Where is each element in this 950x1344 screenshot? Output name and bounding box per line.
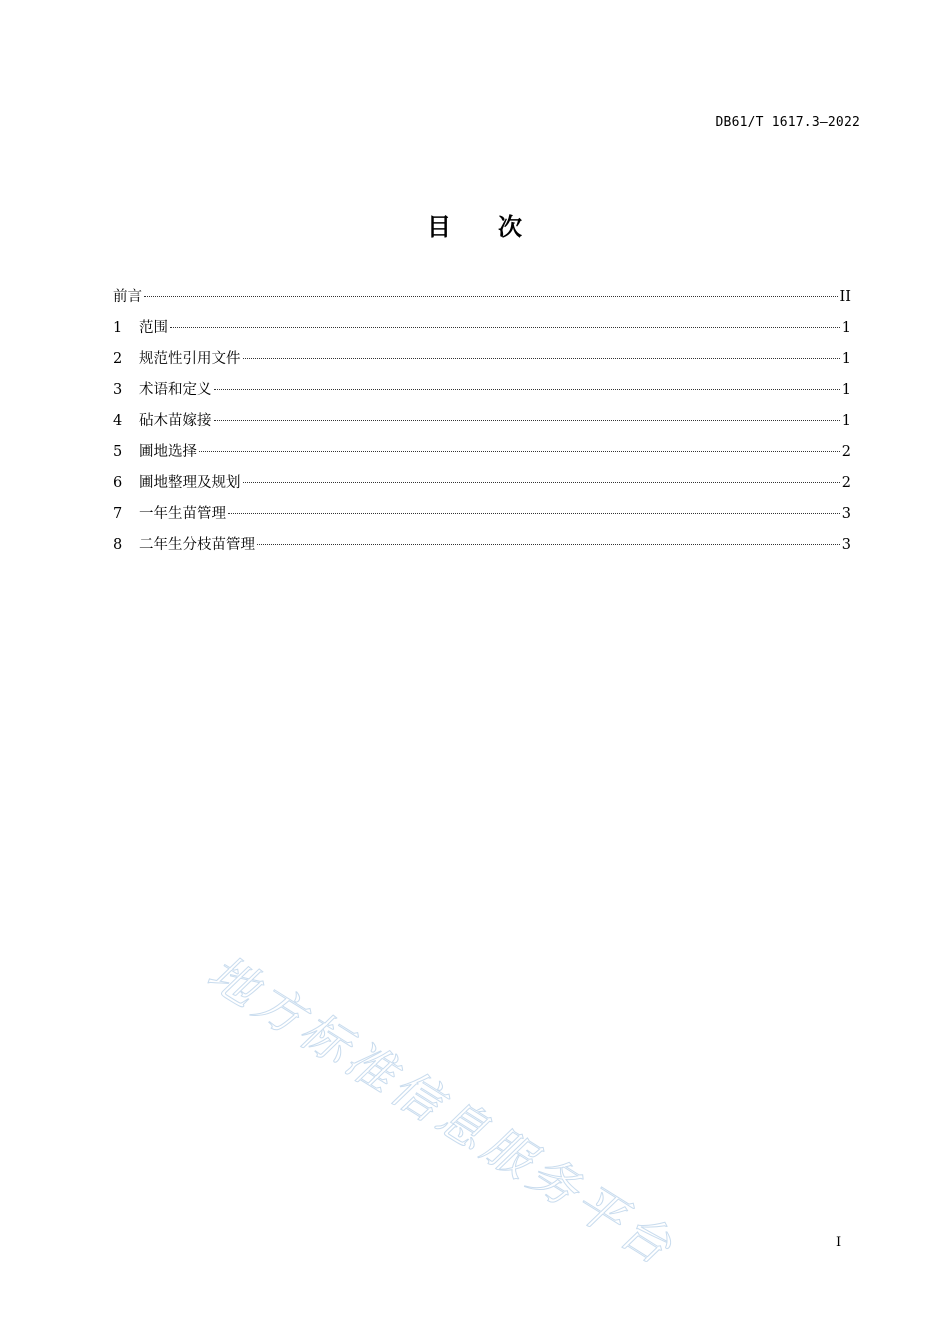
toc-entry-8[interactable] — [113, 535, 851, 566]
document-code: DB61/T 1617.3—2022 — [715, 115, 860, 130]
toc-entry-label: 砧木苗嫁接 — [139, 413, 212, 429]
toc-entry-label: 圃地选择 — [139, 444, 197, 460]
toc-entry-number: 4 — [113, 413, 123, 429]
toc-entry-page: 1 — [841, 351, 851, 367]
toc-leader-dots — [144, 296, 838, 297]
toc-entry-page: 2 — [841, 444, 851, 460]
toc-leader-dots — [228, 513, 840, 514]
toc-entry-label: 范围 — [139, 320, 168, 336]
toc-entry-page: 2 — [841, 475, 851, 491]
toc-entry-4[interactable] — [113, 411, 851, 442]
watermark: 地方标准信息服务平台 — [197, 944, 686, 1279]
toc-entry-page: 3 — [841, 537, 851, 553]
toc-title — [0, 207, 950, 242]
toc-leader-dots — [214, 420, 840, 421]
toc-entry-2[interactable] — [113, 349, 851, 380]
toc-entry-number: 7 — [113, 506, 123, 522]
page-number: I — [836, 1235, 842, 1250]
toc-title-char-2: 次 — [498, 213, 523, 241]
toc-entry-foreword[interactable] — [113, 287, 851, 318]
toc-entry-label: 规范性引用文件 — [139, 351, 241, 367]
toc-entry-number: 5 — [113, 444, 123, 460]
toc-entry-page: 1 — [841, 320, 851, 336]
toc-leader-dots — [257, 544, 840, 545]
toc-entry-3[interactable] — [113, 380, 851, 411]
toc-entry-page: II — [839, 289, 851, 305]
toc-entry-label: 一年生苗管理 — [139, 506, 226, 522]
toc-entry-number: 8 — [113, 537, 123, 553]
toc-entry-page: 1 — [841, 413, 851, 429]
toc-entry-label: 前言 — [113, 289, 142, 305]
toc-leader-dots — [170, 327, 840, 328]
toc-entry-6[interactable] — [113, 473, 851, 504]
toc-entry-label: 术语和定义 — [139, 382, 212, 398]
toc-entry-1[interactable] — [113, 318, 851, 349]
toc-entry-number: 2 — [113, 351, 123, 367]
toc-entry-number: 1 — [113, 320, 123, 336]
toc-leader-dots — [243, 358, 840, 359]
toc-entry-7[interactable] — [113, 504, 851, 535]
toc-entry-number: 6 — [113, 475, 123, 491]
toc-entry-number: 3 — [113, 382, 123, 398]
toc-entry-label: 二年生分枝苗管理 — [139, 537, 255, 553]
toc-entry-label: 圃地整理及规划 — [139, 475, 241, 491]
toc-entry-5[interactable] — [113, 442, 851, 473]
toc-entry-page: 3 — [841, 506, 851, 522]
toc-leader-dots — [214, 389, 840, 390]
toc-leader-dots — [199, 451, 840, 452]
toc-title-char-1: 目 — [427, 213, 452, 241]
toc-entry-page: 1 — [841, 382, 851, 398]
table-of-contents — [113, 287, 851, 566]
toc-leader-dots — [243, 482, 840, 483]
